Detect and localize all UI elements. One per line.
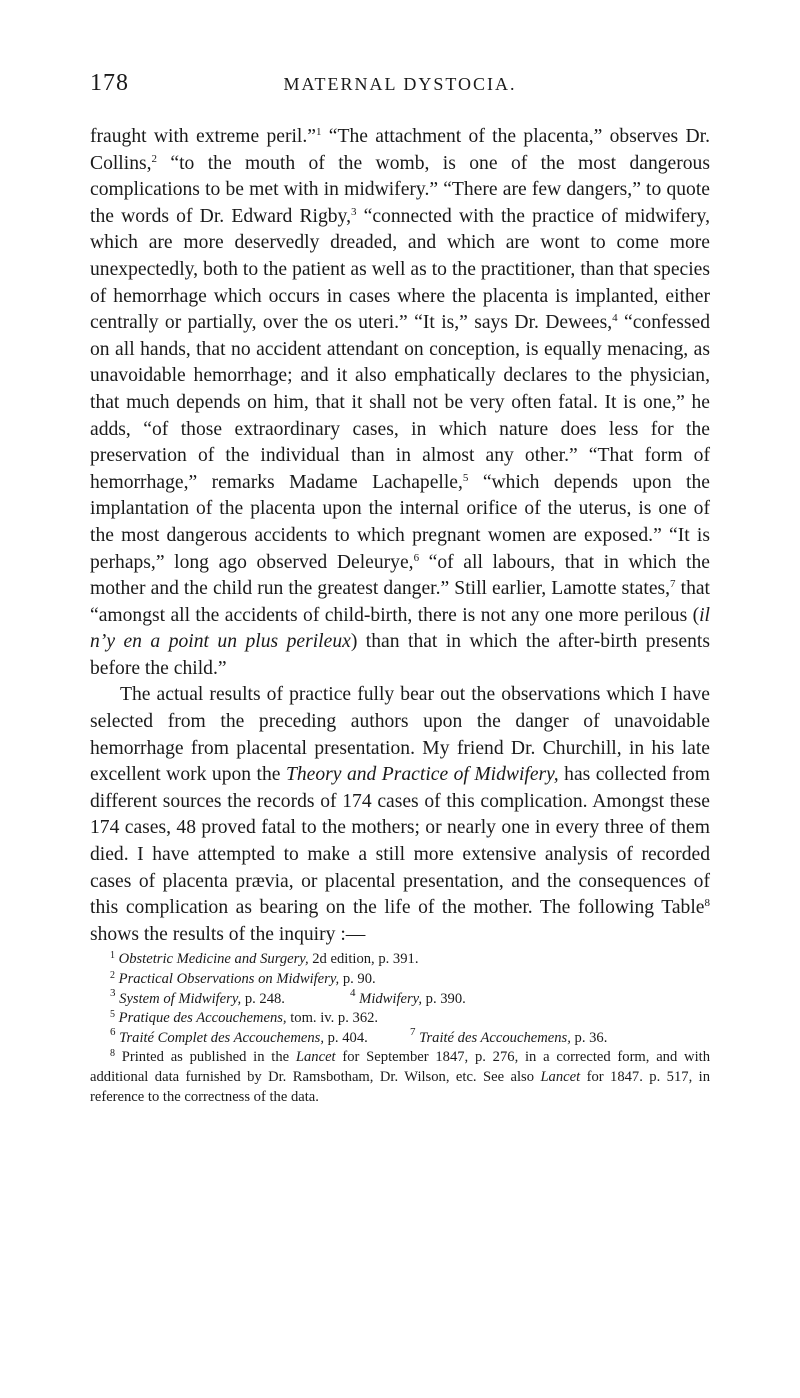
footnote-ref-2: 2 xyxy=(151,152,158,165)
footnote-number: 4 xyxy=(350,986,356,999)
text-run: ) than that in which the after-birth presents before the child.” xyxy=(90,631,710,679)
footnote-title: Midwifery, xyxy=(359,990,422,1007)
text-run: “confessed on all hands, that no accident attendant on conception, is equally menacing, as unavoidable hemorrhage; and it also emphatically declares to the physician, that much depends on him, that it shall not be very often fatal. It is one,” he adds, “of those extraordinary cases, in which nature does less for the preservation of the individual than in almost any other.” “That form of hemorrhage,” remarks Madame Lachapelle, xyxy=(90,312,710,493)
italic-quote: il n’y en a point un plus perileux xyxy=(90,604,710,653)
footnote-number: 3 xyxy=(110,986,116,999)
footnote-title: System of Midwifery, xyxy=(119,990,242,1007)
italic-title: Theory and Practice of Midwifery, xyxy=(285,764,559,786)
footnote-title: Lancet xyxy=(295,1049,336,1066)
footnote-4 xyxy=(350,986,466,1010)
paragraph-1 xyxy=(90,124,710,682)
footnote-text: p. 248. xyxy=(241,990,285,1007)
text-run: “of all labours, that in which the mother and the child run the greatest danger.” Still earlier, Lamotte states, xyxy=(90,551,710,600)
footnote-ref-3: 3 xyxy=(350,205,357,218)
footnote-number: 7 xyxy=(410,1025,416,1038)
page-number: 178 xyxy=(90,70,129,96)
text-run: “connected with the practice of midwifery, which are more deservedly dreaded, and which are wont to come more unexpectedly, both to the patient as well as to the practitioner, than that species of hemorrhage which occurs in cases where the placenta is implanted, either centrally or partially, over the os uteri.” “It is,” says Dr. Dewees, xyxy=(90,205,710,334)
footnote-number: 5 xyxy=(110,1009,115,1021)
footnote-text: p. 90. xyxy=(339,971,376,987)
footnote-5 xyxy=(90,1009,710,1029)
footnote-text: tom. iv. p. 362. xyxy=(286,1010,379,1027)
footnotes xyxy=(90,950,710,1107)
footnote-title: Practical Observations on Midwifery, xyxy=(118,971,340,987)
footnote-number: 6 xyxy=(110,1025,116,1038)
footnote-ref-8: 8 xyxy=(704,897,710,910)
footnote-ref-4: 4 xyxy=(612,312,618,325)
footnote-ref-5: 5 xyxy=(462,471,469,484)
footnote-title: Obstetric Medicine and Surgery, xyxy=(118,951,309,968)
text-run: “The attachment of the placenta,” observes Dr. Collins, xyxy=(90,126,710,174)
footnote-title: Lancet xyxy=(540,1068,581,1085)
page xyxy=(90,70,710,1107)
footnote-text: Printed as published in the xyxy=(121,1049,296,1066)
footnote-number: 1 xyxy=(110,950,115,962)
running-head: MATERNAL DYSTOCIA. xyxy=(283,74,517,94)
footnote-number: 8 xyxy=(110,1048,115,1060)
footnote-text: for September 1847, p. 276, in a corrected form, and with additional data furnished by Dr. Ramsbotham, Dr. Wilson, etc. See also xyxy=(90,1049,710,1085)
footnote-pair-3-4 xyxy=(90,986,710,1010)
footnote-text: 2d edition, p. 391. xyxy=(308,951,419,968)
footnote-1 xyxy=(90,950,710,970)
footnote-number: 2 xyxy=(110,970,115,981)
footnote-text: for 1847. p. 517, in reference to the correctness of the data. xyxy=(90,1068,710,1105)
footnote-7 xyxy=(410,1025,608,1049)
text-run: has collected from different sources the records of 174 cases of this complication. Amongst these 174 cases, 48 proved fatal to the mothers; or nearly one in every three of them died. I have attempted to make a still more extensive analysis of recorded cases of placenta prævia, or placental presentation, and the consequences of this complication as bearing on the life of the mother. The following Table xyxy=(90,764,710,919)
footnote-title: Traité des Accouchemens, xyxy=(419,1029,571,1046)
page-header xyxy=(90,70,710,110)
footnote-pair-6-7 xyxy=(90,1025,710,1049)
paragraph-2 xyxy=(90,682,710,948)
footnote-text: p. 390. xyxy=(422,990,466,1007)
text-run: shows the results of the inquiry :— xyxy=(90,923,366,945)
text-run: fraught with extreme peril.” xyxy=(90,126,316,147)
footnote-6 xyxy=(110,1025,410,1049)
footnote-2 xyxy=(90,970,710,990)
footnote-ref-6: 6 xyxy=(413,551,420,564)
footnote-8 xyxy=(90,1048,710,1107)
body-text xyxy=(90,124,710,948)
text-run: “to the mouth of the womb, is one of the most dangerous complications to be met with in midwifery.” “There are few dangers,” to quote the words of Dr. Edward Rigby, xyxy=(90,152,710,227)
footnote-ref-1: 1 xyxy=(315,126,322,138)
text-run: that “amongst all the accidents of child-birth, there is not any one more perilous ( xyxy=(90,578,711,626)
footnote-title: Pratique des Accouchemens, xyxy=(118,1010,287,1027)
text-run: The actual results of practice fully bear out the observations which I have selected from the preceding authors upon the danger of unavoidable hemorrhage from placental presentation. My friend Dr. Churchill, in his late excellent work upon the xyxy=(90,684,710,786)
footnote-ref-7: 7 xyxy=(670,578,676,591)
footnote-text: p. 404. xyxy=(323,1029,368,1046)
text-run: “which depends upon the implantation of the placenta upon the internal orifice of the uterus, is one of the most dangerous accidents to which pregnant women are exposed.” “It is perhaps,” long ago observed Deleurye, xyxy=(90,471,710,573)
footnote-text: p. 36. xyxy=(570,1029,608,1046)
footnote-title: Traité Complet des Accouchemens, xyxy=(119,1029,324,1046)
footnote-3 xyxy=(110,986,350,1010)
